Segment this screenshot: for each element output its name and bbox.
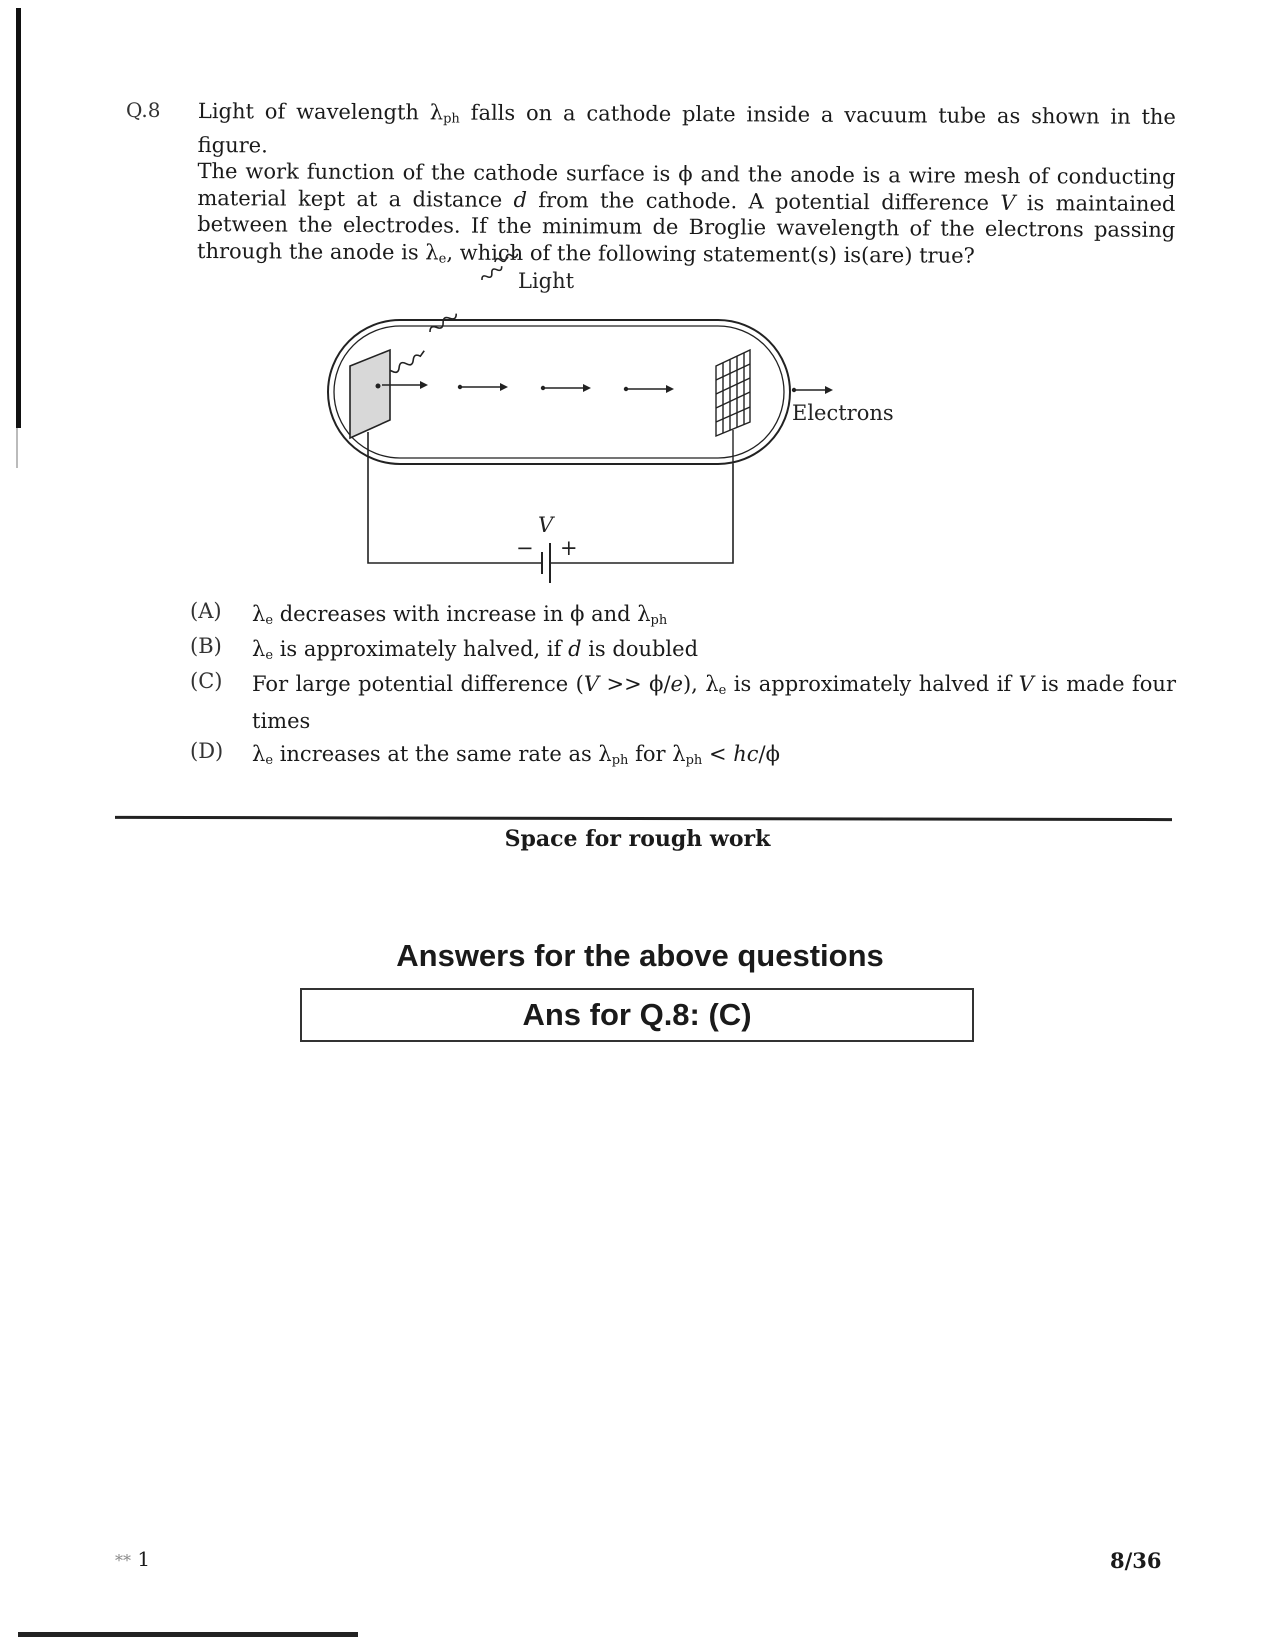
footer-number: 1	[137, 1547, 151, 1571]
divider-rule	[115, 816, 1172, 821]
battery-minus-label: −	[516, 536, 534, 560]
battery-plus-label: +	[560, 536, 578, 560]
question-line: Light of wavelength $\lambda_{ph}$ falls on a cathode plate inside a vacuum tube as shown in the figure.	[197, 98, 1176, 157]
answers-title: Answers for the above questions	[396, 938, 884, 973]
option-letter: (B)	[190, 634, 222, 658]
cathode-plate	[350, 350, 390, 464]
light-ray-icon	[428, 311, 458, 334]
anode-mesh	[716, 350, 750, 464]
electron-arrow	[458, 383, 508, 391]
vacuum-tube-figure	[320, 250, 920, 600]
battery-symbol	[542, 543, 550, 583]
scan-edge-bar-faint	[16, 428, 18, 468]
electron-arrow	[624, 385, 674, 393]
voltage-label: V	[538, 513, 554, 537]
rough-work-label: Space for rough work	[504, 826, 771, 852]
scan-edge-bar	[16, 8, 21, 428]
option-text: $\lambda_e$ increases at the same rate as $\lambda_{ph}$ for $\lambda_{ph} < hc/\phi$	[252, 742, 780, 768]
question-line: between the electrodes. If the minimum de Broglie wavelength of the electrons passing	[197, 211, 1176, 242]
electron-arrow-exit	[792, 386, 833, 394]
light-ray-icon	[481, 264, 504, 282]
page-number: 8/36	[1110, 1548, 1162, 1573]
light-ray-icon	[494, 251, 518, 264]
light-label: Light	[518, 269, 575, 293]
option-letter: (C)	[190, 669, 223, 693]
question-line: material kept at a distance d from the cathode. A potential difference V is maintained	[197, 185, 1176, 216]
question-line: The work function of the cathode surface is ϕ and the anode is a wire mesh of conducting	[197, 158, 1176, 189]
option-text: $\lambda_e$ is approximately halved, if d is doubled	[252, 637, 699, 663]
option-letter: (D)	[190, 739, 224, 763]
question-line: through the anode is $\lambda_e$, which of the following statement(s) is(are) true?	[196, 238, 975, 268]
option-text: For large potential difference (V >> ϕ/e), $\lambda_e$ is approximately halved if V is made four times	[252, 672, 1176, 733]
electron-arrow	[541, 384, 591, 392]
electrons-label: Electrons	[792, 401, 894, 425]
answer-box: Ans for Q.8: (C)	[300, 988, 974, 1042]
footer-left	[115, 1547, 150, 1571]
question-number: Q.8	[126, 98, 161, 122]
option-letter: (A)	[190, 599, 222, 623]
option-text: $\lambda_e$ decreases with increase in ϕ and $\lambda_{ph}$	[252, 602, 668, 628]
scan-bottom-bar	[18, 1632, 358, 1637]
footer-stars: **	[115, 1551, 131, 1570]
